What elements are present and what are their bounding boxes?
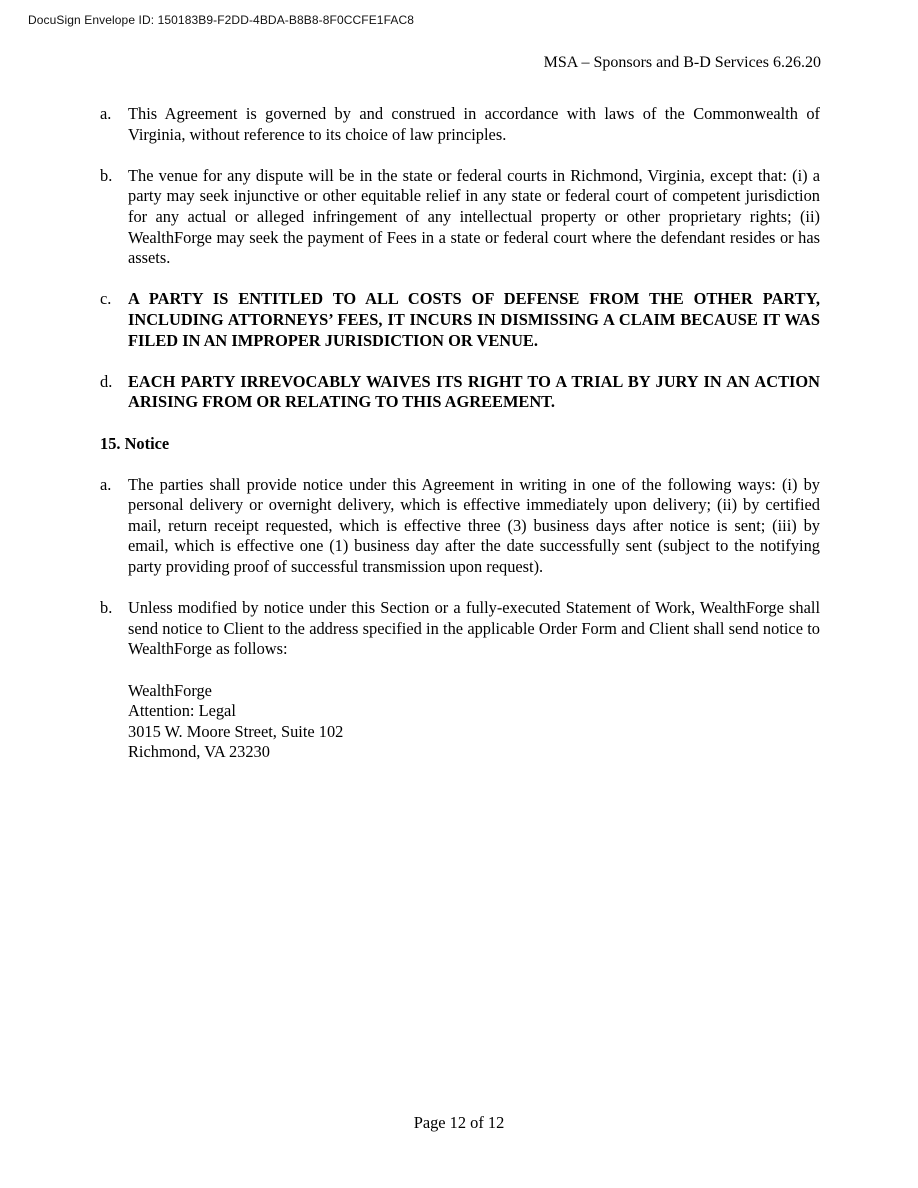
- address-line: Richmond, VA 23230: [128, 742, 270, 762]
- section-heading-notice: 15. Notice: [100, 433, 170, 453]
- clause-letter: b.: [100, 598, 113, 618]
- clause-a-governing-law: [100, 104, 820, 145]
- notice-clause-b-addresses: [100, 598, 820, 660]
- docusign-envelope-id: DocuSign Envelope ID: 150183B9-F2DD-4BDA-B8B8-8F0CCFE1FAC8: [28, 13, 414, 27]
- address-line: 3015 W. Moore Street, Suite 102: [128, 721, 344, 741]
- clause-text: The parties shall provide notice under this Agreement in writing in one of the following ways: (i) by personal delivery or overnight delivery, which is effective immediately upon delivery; (ii) by certified mail, return receipt requested, which is effective three (3) business days after notice is sent; (iii) by email, which is effective one (1) business day after the date successfully sent (subject to the notifying party providing proof of successful transmission upon request).: [128, 474, 820, 577]
- document-header: MSA – Sponsors and B-D Services 6.26.20: [543, 54, 821, 71]
- clause-b-venue: [100, 166, 820, 269]
- notice-address-block: [128, 681, 820, 763]
- clause-text: A PARTY IS ENTITLED TO ALL COSTS OF DEFENSE FROM THE OTHER PARTY, INCLUDING ATTORNEYS’ FEES, IT INCURS IN DISMISSING A CLAIM BECAUSE IT WAS FILED IN AN IMPROPER JURISDICTION OR VENUE.: [128, 289, 820, 350]
- notice-clause-a-methods: [100, 475, 820, 578]
- clause-letter: a.: [100, 104, 112, 123]
- address-line: WealthForge: [128, 680, 212, 700]
- clause-text: EACH PARTY IRREVOCABLY WAIVES ITS RIGHT TO A TRIAL BY JURY IN AN ACTION ARISING FROM OR RELATING TO THIS AGREEMENT.: [128, 371, 820, 412]
- clause-text: Unless modified by notice under this Section or a fully-executed Statement of Work, WealthForge shall send notice to Client to the address specified in the applicable Order Form and Client shall send notice to WealthForge as follows:: [128, 598, 820, 659]
- clause-letter: c.: [100, 289, 112, 309]
- page-body: [100, 104, 820, 763]
- clause-d-jury-waiver: [100, 372, 820, 413]
- page-number: Page 12 of 12: [413, 1113, 505, 1132]
- address-line: Attention: Legal: [128, 701, 236, 721]
- clause-c-costs-of-defense: [100, 289, 820, 351]
- clause-text: This Agreement is governed by and construed in accordance with laws of the Commonwealth of Virginia, without reference to its choice of law principles.: [128, 104, 820, 144]
- clause-letter: b.: [100, 165, 113, 185]
- clause-text: The venue for any dispute will be in the state or federal courts in Richmond, Virginia, except that: (i) a party may seek injunctive or other equitable relief in any state or federal court of competent jurisdiction for any actual or alleged infringement of any intellectual property or other proprietary rights; (ii) WealthForge may seek the payment of Fees in a state or federal court where the defendant resides or has assets.: [128, 165, 820, 268]
- clause-letter: a.: [100, 474, 112, 494]
- clause-letter: d.: [100, 371, 113, 391]
